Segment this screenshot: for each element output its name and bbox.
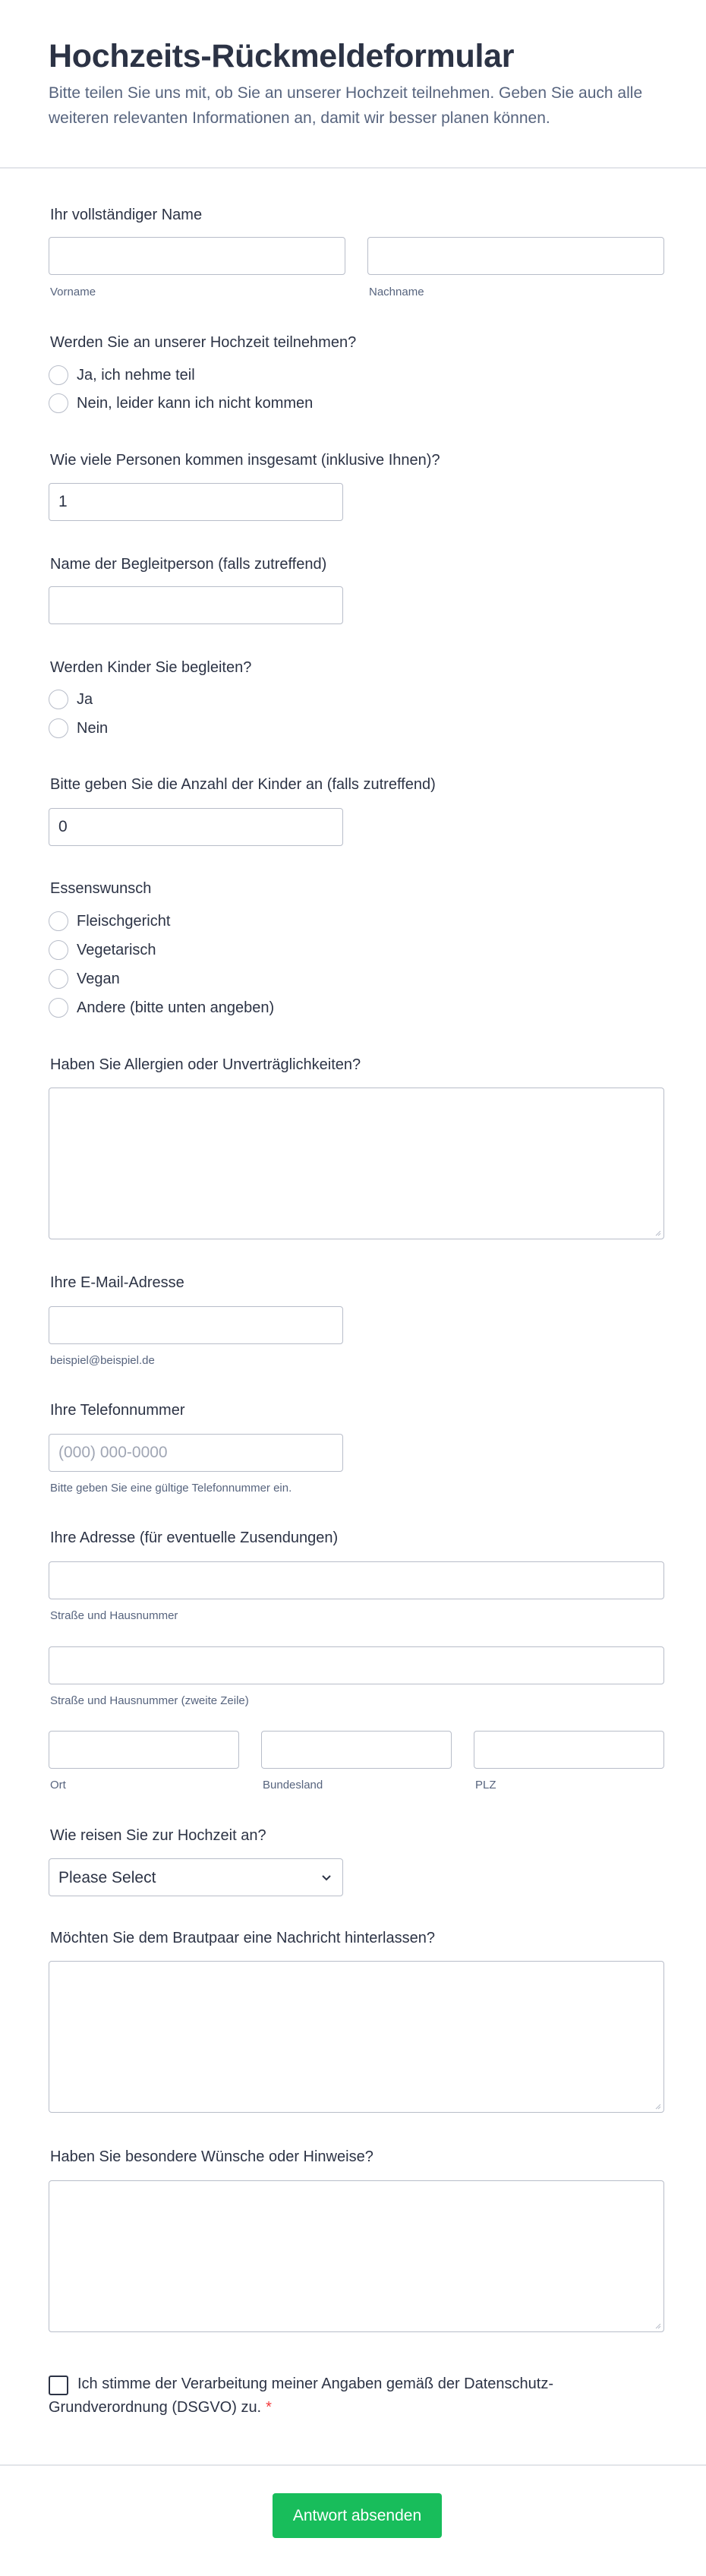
chevron-down-icon [320, 1870, 333, 1884]
radio-label: Ja [77, 690, 93, 708]
guest-count-input[interactable] [49, 483, 343, 521]
city-input[interactable] [49, 1731, 239, 1769]
radio-button[interactable] [49, 365, 68, 385]
email-input[interactable] [49, 1306, 343, 1344]
radio-label: Nein [77, 719, 109, 737]
street-line2-input[interactable] [49, 1646, 664, 1684]
attendance-option-yes[interactable] [49, 364, 195, 387]
children-label: Werden Kinder Sie begleiten? [50, 659, 252, 676]
guest-count-label: Wie viele Personen kommen insgesamt (inklusive Ihnen)? [50, 452, 440, 469]
city-sublabel: Ort [50, 1779, 66, 1792]
companion-name-label: Name der Begleitperson (falls zutreffend) [50, 556, 327, 573]
consent-field [49, 2372, 656, 2420]
companion-name-input[interactable] [49, 586, 343, 624]
message-label: Möchten Sie dem Brautpaar eine Nachricht hinterlassen? [50, 1930, 435, 1946]
radio-label: Ja, ich nehme teil [77, 366, 195, 384]
children-option-yes[interactable] [49, 688, 93, 711]
children-count-label: Bitte geben Sie die Anzahl der Kinder an (falls zutreffend) [50, 776, 436, 793]
phone-label: Ihre Telefonnummer [50, 1402, 185, 1419]
radio-label: Andere (bitte unten angeben) [77, 999, 275, 1016]
zip-sublabel: PLZ [475, 1779, 496, 1792]
address-label: Ihre Adresse (für eventuelle Zusendungen) [50, 1530, 339, 1546]
travel-select[interactable] [49, 1858, 343, 1896]
message-textarea[interactable] [49, 1961, 664, 2113]
first-name-input[interactable] [49, 237, 345, 275]
children-option-no[interactable] [49, 717, 108, 740]
form-description: Bitte teilen Sie uns mit, ob Sie an unserer Hochzeit teilnehmen. Geben Sie auch alle weiteren relevanten Informationen an, damit wir besser planen können. [49, 84, 643, 127]
last-name-input[interactable] [367, 237, 664, 275]
footer-divider [0, 2464, 706, 2466]
state-sublabel: Bundesland [263, 1779, 323, 1792]
email-label: Ihre E-Mail-Adresse [50, 1274, 184, 1291]
radio-label: Vegan [77, 970, 120, 987]
phone-sublabel: Bitte geben Sie eine gültige Telefonnummer ein. [50, 1482, 292, 1495]
street-line2-sublabel: Straße und Hausnummer (zweite Zeile) [50, 1694, 249, 1707]
travel-label: Wie reisen Sie zur Hochzeit an? [50, 1827, 266, 1844]
zip-input[interactable] [474, 1731, 664, 1769]
resize-grip-icon[interactable] [654, 1229, 661, 1236]
wishes-label: Haben Sie besondere Wünsche oder Hinweise? [50, 2148, 373, 2165]
allergies-label: Haben Sie Allergien oder Unverträglichkeiten? [50, 1056, 361, 1073]
wishes-textarea[interactable] [49, 2180, 664, 2332]
full-name-label: Ihr vollständiger Name [50, 207, 203, 223]
radio-button[interactable] [49, 911, 68, 931]
allergies-textarea[interactable] [49, 1088, 664, 1239]
radio-label: Vegetarisch [77, 941, 156, 958]
meal-option-other[interactable] [49, 996, 274, 1019]
resize-grip-icon[interactable] [654, 2102, 661, 2110]
radio-button[interactable] [49, 718, 68, 738]
street-input[interactable] [49, 1561, 664, 1599]
attendance-option-no[interactable] [49, 392, 313, 415]
radio-label: Nein, leider kann ich nicht kommen [77, 394, 314, 412]
street-sublabel: Straße und Hausnummer [50, 1609, 178, 1622]
radio-button[interactable] [49, 393, 68, 413]
meal-option-meat[interactable] [49, 910, 170, 933]
consent-label: Ich stimme der Verarbeitung meiner Angaben gemäß der Datenschutz-Grundverordnung (DSGVO) zu. [49, 2376, 553, 2416]
phone-input[interactable] [49, 1434, 343, 1472]
submit-button[interactable]: Antwort absenden [273, 2493, 442, 2538]
travel-select-value: Please Select [58, 1869, 156, 1886]
radio-button[interactable] [49, 940, 68, 960]
state-input[interactable] [261, 1731, 452, 1769]
form-title: Hochzeits-Rückmeldeformular [49, 38, 515, 74]
form-header [0, 0, 706, 169]
first-name-sublabel: Vorname [50, 286, 96, 298]
last-name-sublabel: Nachname [369, 286, 424, 298]
required-asterisk: * [266, 2399, 272, 2416]
meal-label: Essenswunsch [50, 880, 152, 897]
children-count-input[interactable] [49, 808, 343, 846]
consent-text [49, 2372, 656, 2420]
meal-option-vegan[interactable] [49, 968, 120, 990]
attendance-label: Werden Sie an unserer Hochzeit teilnehmen? [50, 334, 357, 351]
meal-option-vegetarian[interactable] [49, 939, 156, 961]
radio-button[interactable] [49, 690, 68, 709]
radio-button[interactable] [49, 969, 68, 989]
radio-button[interactable] [49, 998, 68, 1018]
email-sublabel: beispiel@beispiel.de [50, 1354, 155, 1367]
consent-checkbox[interactable] [49, 2376, 68, 2395]
resize-grip-icon[interactable] [654, 2322, 661, 2329]
radio-label: Fleischgericht [77, 912, 171, 930]
